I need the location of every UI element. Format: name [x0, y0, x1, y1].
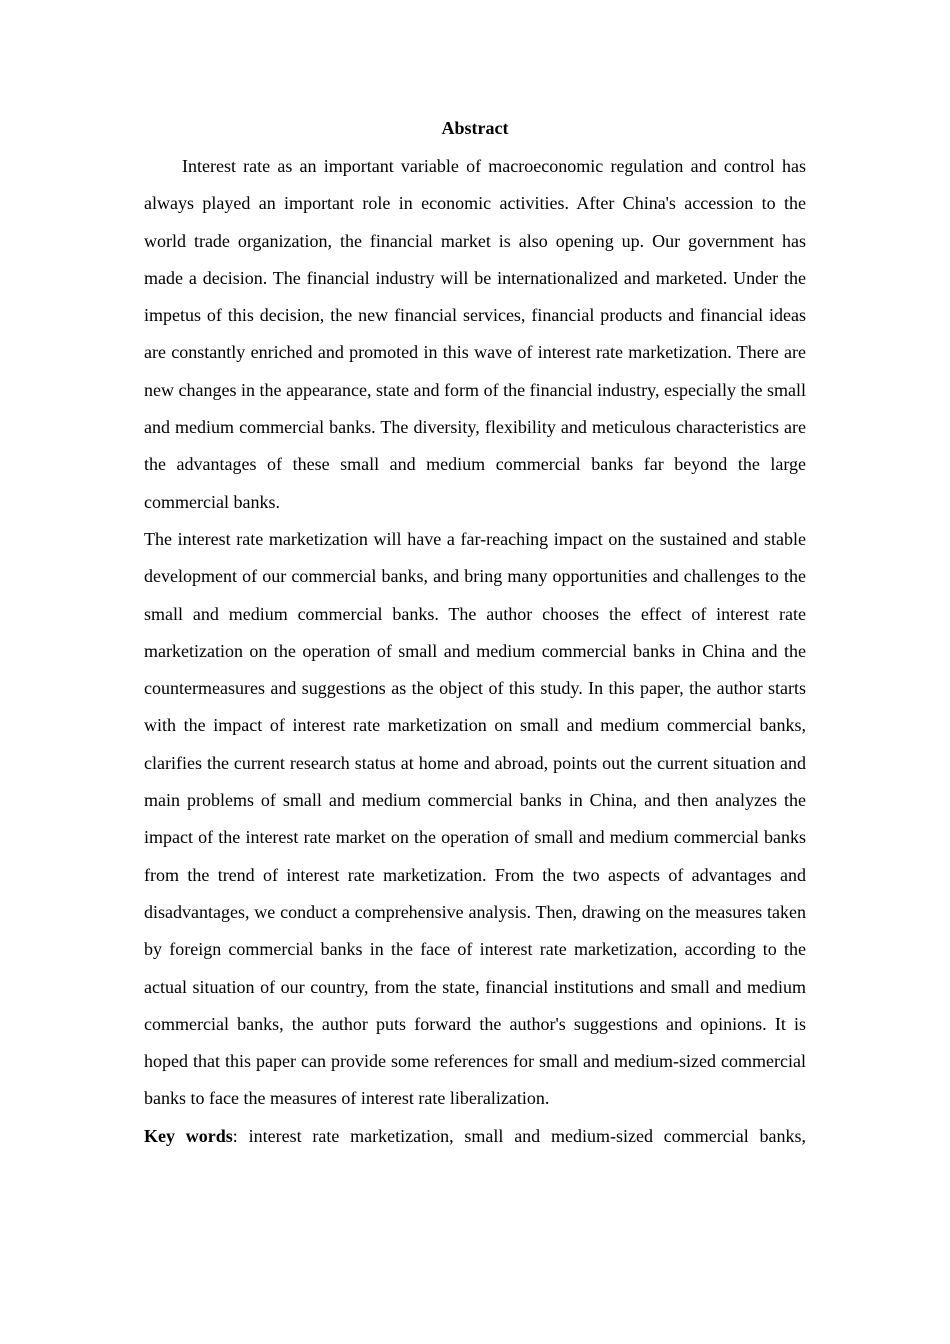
abstract-paragraph-1: Interest rate as an important variable of macroeconomic regulation and control has always played an important role in economic activities. After China's accession to the world trade organization, the financial market is also opening up. Our government has made a decision. The financial industry will be internationalized and marketed. Under the impetus of this decision, the new financial services, financial products and financial ideas are constantly enriched and promoted in this wave of interest rate marketization. There are new changes in the appearance, state and form of the financial industry, especially the small and medium commercial banks. The diversity, flexibility and meticulous characteristics are the advantages of these small and medium commercial banks far beyond the large commercial banks. — [144, 156, 806, 512]
page-title: Abstract — [441, 118, 509, 138]
keywords-line — [144, 1118, 806, 1155]
keywords-text: : interest rate marketization, small and medium-sized commercial banks, — [232, 1125, 806, 1146]
keywords-label: Key words — [144, 1125, 233, 1146]
abstract-section — [144, 112, 806, 1155]
abstract-paragraph-2: The interest rate marketization will have a far-reaching impact on the sustained and stable development of our commercial banks, and bring many opportunities and challenges to the small and medium commercial banks. The author chooses the effect of interest rate marketization on the operation of small and medium commercial banks in China and the countermeasures and suggestions as the object of this study. In this paper, the author starts with the impact of interest rate marketization on small and medium commercial banks, clarifies the current research status at home and abroad, points out the current situation and main problems of small and medium commercial banks in China, and then analyzes the impact of the interest rate market on the operation of small and medium commercial banks from the trend of interest rate marketization. From the two aspects of advantages and disadvantages, we conduct a comprehensive analysis. Then, drawing on the measures taken by foreign commercial banks in the face of interest rate marketization, according to the actual situation of our country, from the state, financial institutions and small and medium commercial banks, the author puts forward the author's suggestions and opinions. It is hoped that this paper can provide some references for small and medium-sized commercial banks to face the measures of interest rate liberalization. — [144, 528, 806, 1109]
